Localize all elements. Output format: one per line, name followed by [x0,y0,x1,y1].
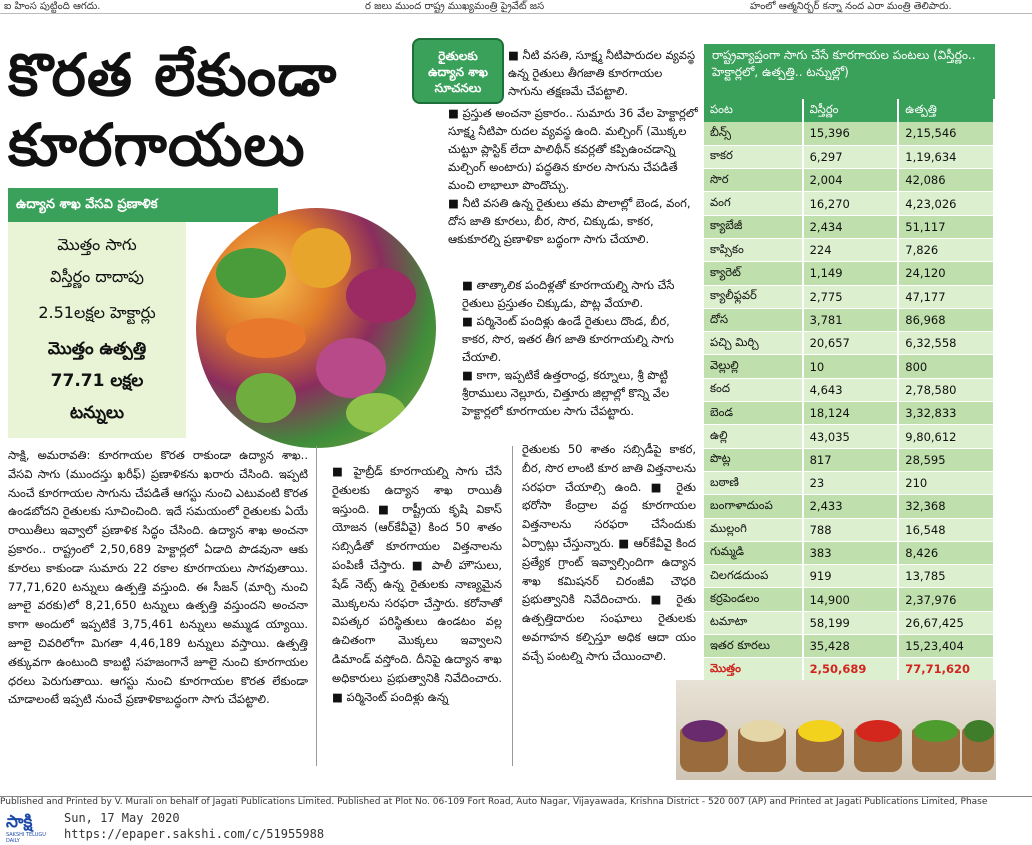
table-total-cell: 2,50,689 [803,658,899,681]
summary-area-value: 2.51లక్షల హెక్టార్లు [38,303,156,322]
article-col1: సాక్షి, అమరావతి: కూరగాయల కొరత రాకుండా ఉద్యాన శాఖ.. వేసవి సాగు (ముందస్తు ఖరీఫ్) ప్రణాళికను ఖరారు చేసింది. ఇప్పటి నుంచే కూరగాయల సాగును చేపడితే ఆగస్టు నుంచి ఎటువంటి కొరత ఉండబోదని రైతులకు సూచించింది. ఇదే సమయంలో రైతులకు ఏయే రాయితీలు ఇవ్వాలో ప్రణాళిక సిద్ధం చేసింది. ఉద్యాన శాఖ అంచనా ప్రకారం.. రాష్ట్రంలో 2,50,689 హెక్టార్లలో ఏడాది పొడవునా ఆకు కూరలు కాకుండా సుమారు 22 రకాల కూరగాయలు సాగవుతాయి. 77,71,620 టన్నులు ఉత్పత్తి వస్తుంది. ఈ సీజన్ (మార్చి నుంచి జూలై వరకు)లో 8,21,650 టన్నులు ఉత్పత్తి వస్తుందని అంచనా కాగా అందులో ఇప్పటికే 3,75,461 టన్నులు అమ్ముడ య్యాయి. జూలై చివరిలోగా మిగతా 4,46,189 టన్నులు వస్తాయి. ఉత్పత్తి తక్కువగా ఉంటుంది కాబట్టి సహజంగానే జూలై నుంచి కూరగాయల ధరలు పెరుగుతాయి. ఆగస్టు నుంచి కూరగాయల కొరత లేకుండా చూడాలంటే ఇప్పటి నుంచే ప్రణాళికాబద్ధంగా సాగు చేపట్టాలి. [8,448,308,707]
table-cell: కాకర [704,145,803,168]
table-cell: 2,78,580 [898,378,994,401]
table-cell: 16,270 [803,192,899,215]
summary-area-line1: మొత్తం సాగు [57,235,137,254]
sakshi-logo-sub: SAKSHI TELUGU DAILY [6,832,46,844]
table-cell: 2,433 [803,495,899,518]
crop-table [704,44,995,708]
table-row [704,448,994,471]
table-cell: 2,775 [803,285,899,308]
top-strip [0,0,1032,14]
table-row [704,238,994,261]
tips-badge-line3: సూచనలు [434,81,482,95]
table-cell: 13,785 [898,565,994,588]
table-cell: వంగ [704,192,803,215]
top-strip-right: హంలో ఆత్మనిర్భర్ కన్నా నంద ఎరా మంత్రి తెలిపారు. [750,1,952,12]
table-cell: దోస [704,308,803,331]
table-cell: క్యారెట్ [704,262,803,285]
table-cell: 4,23,026 [898,192,994,215]
table-cell: ఇతర కూరలు [704,635,803,658]
table-cell: 51,117 [898,215,994,238]
table-cell: 47,177 [898,285,994,308]
table-cell: టమాటా [704,611,803,634]
table-cell: 1,149 [803,262,899,285]
table-cell: 58,199 [803,611,899,634]
summary-band: ఉద్యాన శాఖ వేసవి ప్రణాళిక [8,188,278,222]
table-total-row [704,658,994,681]
table-row [704,262,994,285]
table-cell: 10 [803,355,899,378]
tip-item: ■ తాత్కాలిక పందిళ్లతో కూరగాయల్ని సాగు చేసే రైతులు ప్రస్తుతం చిక్కుడు, పొట్ల వేయాలి. [462,278,675,310]
table-cell: క్యాబేజీ [704,215,803,238]
table-cell: క్యాలీఫ్లవర్ [704,285,803,308]
table-cell: చిలగడదుంప [704,565,803,588]
summary-box [8,188,186,438]
table-row [704,541,994,564]
table-cell: 9,80,612 [898,425,994,448]
tips-col2 [462,276,698,420]
table-cell: 43,035 [803,425,899,448]
table-cell: ముల్లంగి [704,518,803,541]
table-row [704,565,994,588]
table-cell: 3,32,833 [898,402,994,425]
table-cell: 2,15,546 [898,122,994,145]
tips-col1-b [448,104,698,248]
table-cell: 6,32,558 [898,332,994,355]
vegetable-crates-photo [676,680,996,780]
top-strip-middle: ర జలు ముంద రాష్ట్ర ముఖ్యమంత్రి ప్రైవేట్ జస [365,1,545,12]
table-cell: 42,086 [898,169,994,192]
table-row [704,471,994,494]
tip-item: ■ కాగా, ఇప్పటికే ఉత్తరాంధ్ర, కర్నూలు, శ్రీ పొట్టి శ్రీరాములు నెల్లూరు, చిత్తూరు జిల్లాల్లో కొన్ని వేల హెక్టార్లలో కూరగాయల సాగు చేపట్టారు. [462,368,670,418]
crop-table-grid [704,99,995,682]
summary-prod-line1: మొత్తం ఉత్పత్తి [47,339,147,359]
table-cell: 224 [803,238,899,261]
table-cell: పచ్చి మిర్చి [704,332,803,355]
table-cell: 16,548 [898,518,994,541]
table-cell: 800 [898,355,994,378]
table-cell: గుమ్మడి [704,541,803,564]
footer [0,806,1032,845]
table-cell: 2,004 [803,169,899,192]
tip-item: ■ నీటి వసతి ఉన్న రైతులు తమ పొలాల్లో బెండ, వంగ, దోస జాతి కూరలు, బీర, సొర, చిక్కుడు, కాకర, ఆకుకూరల్ని ప్రణాళికా బద్ధంగా సాగు చేయాలి. [448,196,691,246]
table-cell: 26,67,425 [898,611,994,634]
table-cell: 383 [803,541,899,564]
table-cell: 6,297 [803,145,899,168]
headline [8,40,403,180]
table-row [704,495,994,518]
tip-item: ■ నీటి వసతి, సూక్ష్మ నీటిపారుదల వ్యవస్థ ఉన్న రైతులు తీగజాతి కూరగాయల సాగును తక్షణమే చేపట్టాలి. [508,48,696,98]
table-header-cell: ఉత్పత్తి [898,99,994,122]
table-row [704,145,994,168]
table-row [704,332,994,355]
table-cell: కంద [704,378,803,401]
table-row [704,122,994,145]
table-cell: 15,396 [803,122,899,145]
table-cell: 817 [803,448,899,471]
edition-date: Sun, 17 May 2020 [64,811,180,825]
table-cell: 2,434 [803,215,899,238]
table-row [704,425,994,448]
table-row [704,378,994,401]
table-cell: బంగాళాదుంప [704,495,803,518]
table-cell: 20,657 [803,332,899,355]
table-cell: 35,428 [803,635,899,658]
tip-item: ■ ప్రస్తుత అంచనా ప్రకారం.. సుమారు 36 వేల హెక్టార్లలో సూక్ష్మ నీటిపా రుదల వ్యవస్థ ఉంది. మల్చింగ్ (మొక్కల చుట్టూ ప్లాస్టిక్ లేదా పాలిథీన్ కవర్లతో కప్పిఉంచడాన్ని మల్చింగ్ అంటారు) పద్ధతిన కూరల సాగును చేపడితే మంచి లాభాలూ పొందొచ్చు. [448,106,698,192]
table-row [704,611,994,634]
footer-imprint: Published and Printed by V. Murali on behalf of Jagati Publications Limited. Published at Plot No. 06-109 Fort Road, Auto Nagar, Vijayawada, Krishna District - 520 007 (AP) and Printed at Jagati Publications Limited, Phase [0,796,1032,806]
table-cell: 7,826 [898,238,994,261]
table-row [704,215,994,238]
summary-prod-value: 77.71 లక్షల [50,371,144,391]
table-header-cell: పంట [704,99,803,122]
table-row [704,588,994,611]
sakshi-logo-mark: సాక్షి [6,812,33,832]
table-row [704,192,994,215]
summary-prod-unit: టన్నులు [69,403,124,423]
column-divider [316,446,317,766]
table-cell: బీన్స్ [704,122,803,145]
summary-area-line2: విస్తీర్ణం దాదాపు [49,267,145,286]
table-cell: పొట్ల [704,448,803,471]
crop-table-title: రాష్ట్రవ్యాప్తంగా సాగు చేసే కూరగాయల పంటలు (విస్తీర్ణం.. హెక్టార్లలో, ఉత్పత్తి.. టన్నుల్లో) [704,44,995,99]
table-row [704,308,994,331]
table-row [704,169,994,192]
epaper-link[interactable]: https://epaper.sakshi.com/c/51955988 [64,827,325,841]
table-cell: 788 [803,518,899,541]
vegetables-photo [196,208,436,448]
table-row [704,355,994,378]
table-cell: 14,900 [803,588,899,611]
tip-item: ■ పర్మినెంట్ పందిళ్లు ఉండే రైతులు దొండ, బీర, కాకర, సొర, ఇతర తీగ జాతి కూరగాయల్ని సాగు చేయాలి. [462,314,674,364]
table-cell: 3,781 [803,308,899,331]
tips-badge-line2: ఉద్యాన శాఖ [428,65,488,79]
table-cell: 24,120 [898,262,994,285]
table-cell: 2,37,976 [898,588,994,611]
table-cell: 32,368 [898,495,994,518]
table-cell: 1,19,634 [898,145,994,168]
table-cell: 18,124 [803,402,899,425]
tips-col1-a [508,46,698,100]
tips-badge [412,38,504,104]
table-cell: 8,426 [898,541,994,564]
sakshi-logo [6,812,58,842]
article-col3: రైతులకు 50 శాతం సబ్సిడీపై కాకర, బీర, సొర లాంటి కూర జాతి విత్తనాలను సరఫరా చేయాల్సి ఉంది. ■ రైతు భరోసా కేంద్రాల వద్ద కూరగాయల విత్తనాలను సరఫరా చేసేందుకు ఏర్పాట్లు చేస్తున్నారు. ■ ఆర్‌కేవీవై కింద ప్రత్యేక గ్రాంట్ ఇవ్వాల్సిందిగా ఉద్యాన శాఖ కమిషనర్ చిరంజీవి చౌధరి ప్రభుత్వానికి నివేదించారు. ■ రైతు ఉత్పత్తిదారుల సంఘాలు రైతులకు అవగాహన కల్పిస్తూ అధిక ఆదా యం వచ్చే పంటల్ని సాగు చేయించాలి. [522,442,696,663]
table-cell: 28,595 [898,448,994,471]
table-row [704,635,994,658]
table-cell: 15,23,404 [898,635,994,658]
table-cell: 210 [898,471,994,494]
table-row [704,518,994,541]
table-row [704,402,994,425]
table-cell: కాప్సికం [704,238,803,261]
top-strip-left: ఐ హింస పుట్టింది ఆగదు. [4,1,101,12]
table-cell: బెండ [704,402,803,425]
table-cell: వెల్లుల్లి [704,355,803,378]
article-col2: ■ హైబ్రీడ్ కూరగాయల్ని సాగు చేసే రైతులకు ఉద్యాన శాఖ రాయితీ ఇస్తుంది. ■ రాష్ట్రీయ కృషి వికాస్ యోజన (ఆర్‌కేవీవై) కింద 50 శాతం సబ్సిడీతో కూరగాయల విత్తనాలను పంపిణీ చేస్తారు. ■ పాలీ హౌసులు, షేడ్ నెట్స్ ఉన్న రైతులకు నాణ్యమైన మొక్కలను సరఫరా చేస్తారు. కరోనాతో విపత్కర పరిస్థితులు ఉండటం వల్ల ఉచితంగా మొక్కలు ఇవ్వాలని డిమాండ్ వస్తోంది. దీనిపై ఉద్యాన శాఖ అధికారులు ప్రభుత్వానికి నివేదించారు. ■ పర్మినెంట్ పందిళ్లు ఉన్న [332,464,502,704]
table-row [704,285,994,308]
table-cell: 4,643 [803,378,899,401]
table-cell: కర్రపెండలం [704,588,803,611]
headline-line2: కూరగాయలు [8,111,306,179]
tips-badge-line1: రైతులకు [438,49,478,63]
table-cell: 919 [803,565,899,588]
headline-line1: కొరత లేకుండా [8,41,338,109]
table-cell: ఉల్లి [704,425,803,448]
column-divider [512,446,513,766]
table-cell: బఠాణి [704,471,803,494]
table-header-cell: విస్తీర్ణం [803,99,899,122]
table-total-cell: 77,71,620 [898,658,994,681]
table-cell: 86,968 [898,308,994,331]
table-cell: సొర [704,169,803,192]
table-total-cell: మొత్తం [704,658,803,681]
table-cell: 23 [803,471,899,494]
